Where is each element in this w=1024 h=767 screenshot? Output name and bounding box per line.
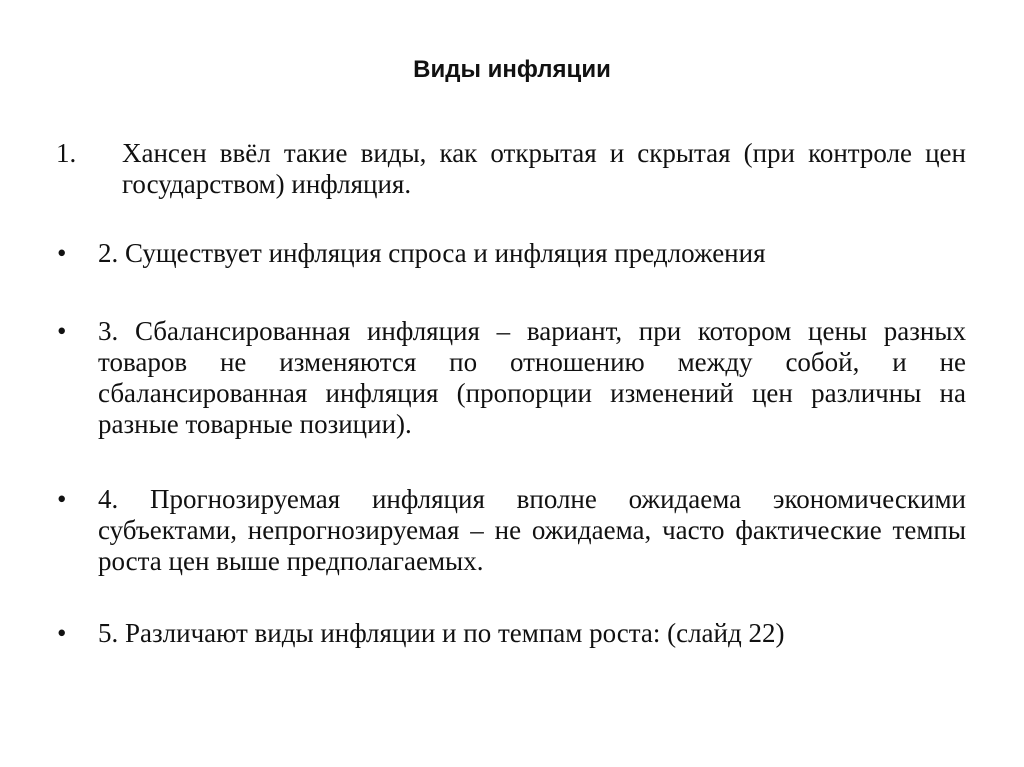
list-item-text: 2. Существует инфляция спроса и инфляция предложения [98,238,766,268]
list-number: 1. [56,138,77,168]
slide-title: Виды инфляции [413,56,611,83]
bullet-marker: • [57,238,67,268]
bullet-marker: • [57,316,67,346]
bullet-marker: • [57,618,67,648]
list-item-text: 3. Сбалансированная инфляция – вариант, при котором цены разных товаров не изменяются по отношению между собой, и не сбалансированная инфляция (пропорции изменений цен различны на разные товарные позиции). [98,316,966,439]
list-item-text: Хансен ввёл такие виды, как открытая и скрытая (при контроле цен государством) инфляция. [122,138,966,199]
list-item-text: 5. Различают виды инфляции и по темпам роста: (слайд 22) [98,618,785,648]
list-item-text: 4. Прогнозируемая инфляция вполне ожидаема экономическими субъектами, непрогнозируемая – не ожидаема, часто фактические темпы роста цен выше предполагаемых. [98,484,966,576]
bullet-marker: • [57,484,67,514]
